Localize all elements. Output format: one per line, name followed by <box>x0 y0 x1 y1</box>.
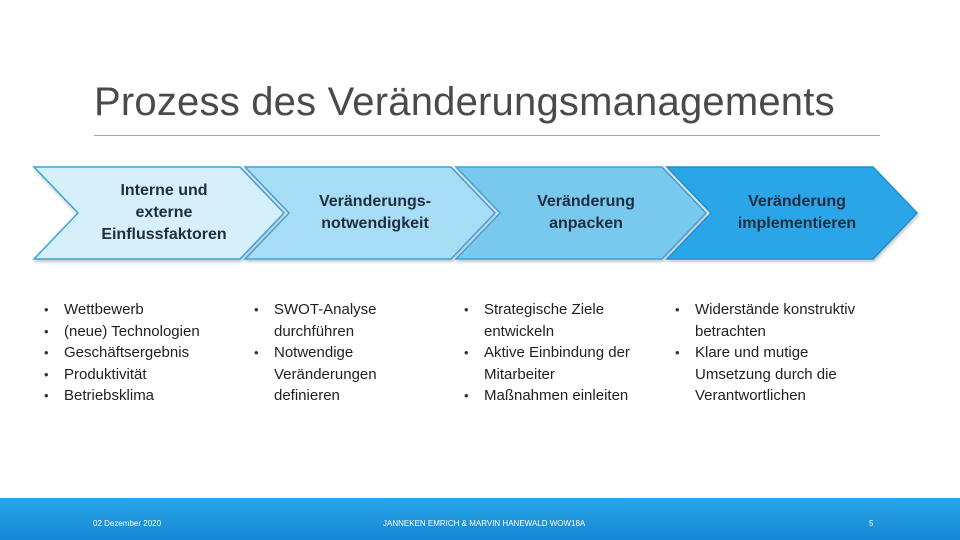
step-2-label: Veränderungs- notwendigkeit <box>318 193 432 232</box>
bullet-item: • Klare und mutige Umsetzung durch die Verantwortlichen <box>675 342 875 407</box>
step-4-label: Veränderung implementieren <box>737 193 857 232</box>
step-2-bullet-list <box>254 299 404 407</box>
step-1-bullet-list <box>44 299 234 407</box>
step-3-label: Veränderung anpacken <box>537 193 635 232</box>
step-4-bullet-list <box>675 299 875 407</box>
step-1-label: Interne und externe Einflussfaktoren <box>101 182 227 243</box>
bullet-item: • Widerstände konstruktiv betrachten <box>675 299 875 342</box>
bullet-item: • Betriebsklima <box>44 385 234 407</box>
bullet-item: • Notwendige Veränderungen definieren <box>254 342 404 407</box>
bullet-item: • Produktivität <box>44 364 234 386</box>
bullet-item: • Strategische Ziele entwickeln <box>464 299 652 342</box>
bullet-item: • Wettbewerb <box>44 299 234 321</box>
footer-authors: JANNEKEN EMRICH & MARVIN HANEWALD WOW18A <box>383 519 586 528</box>
page-number: 5 <box>869 519 874 528</box>
slide-title: Prozess des Veränderungsmanagements <box>94 80 835 124</box>
step-3-bullet-list <box>464 299 652 407</box>
bullet-item: • Maßnahmen einleiten <box>464 385 652 407</box>
footer-date: 02 Dezember 2020 <box>93 519 162 528</box>
bullet-item: • SWOT-Analyse durchführen <box>254 299 404 342</box>
bullet-item: • Aktive Einbindung der Mitarbeiter <box>464 342 652 385</box>
bullet-item: • Geschäftsergebnis <box>44 342 234 364</box>
bullet-item: • (neue) Technologien <box>44 321 234 343</box>
